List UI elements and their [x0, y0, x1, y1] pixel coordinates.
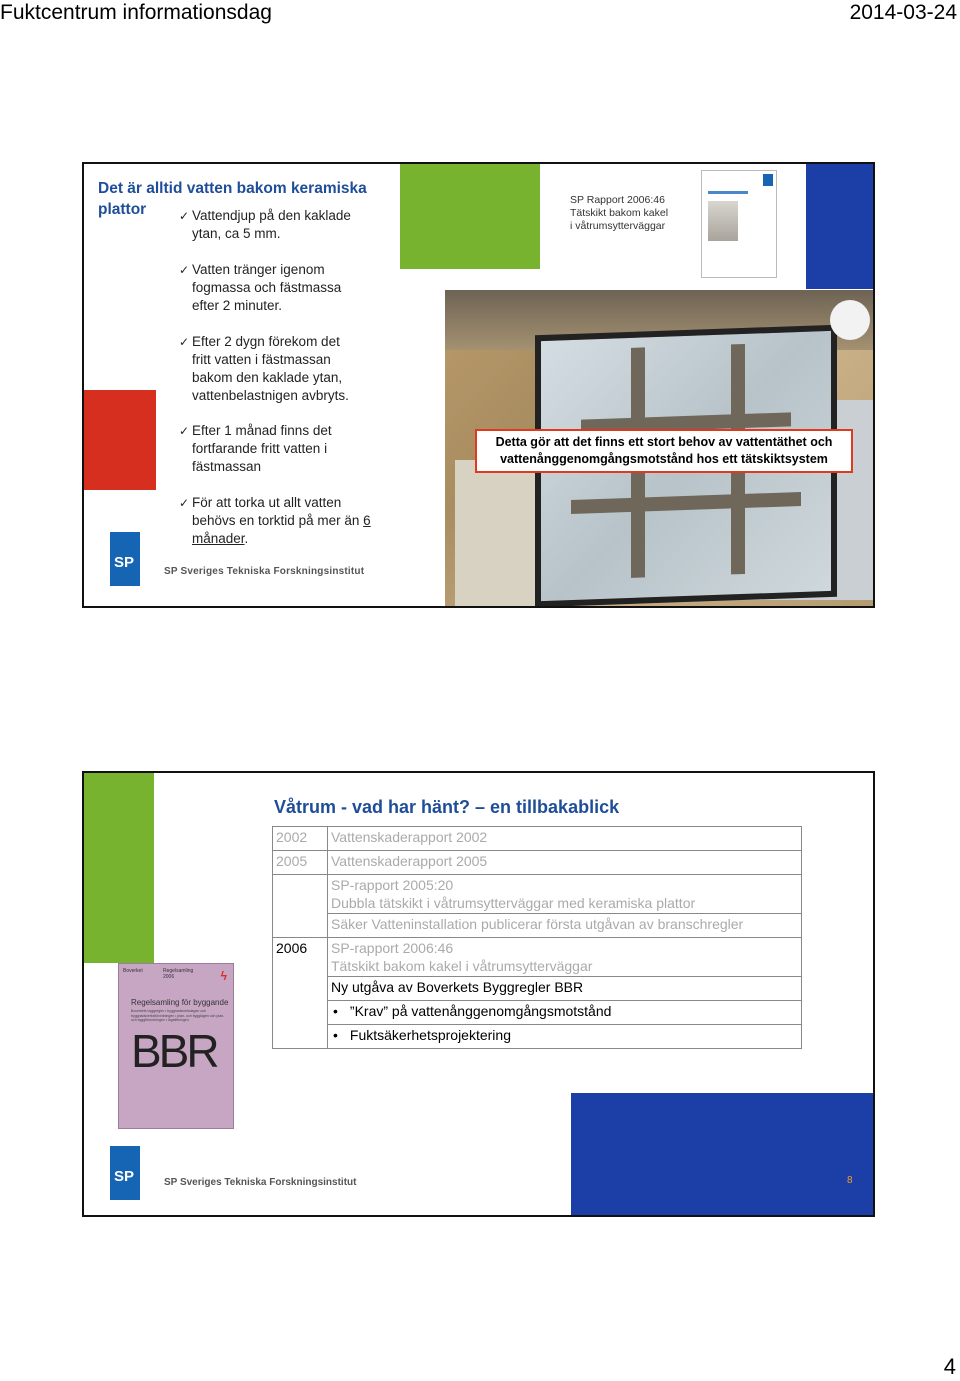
- page-number: 4: [943, 1354, 956, 1379]
- check-icon: ✓: [179, 335, 190, 349]
- table-row: • Fuktsäkerhetsprojektering: [273, 1025, 802, 1049]
- bbr-book-cover: Boverket Regelsamling 2006 ϟ Regelsamling för byggande Boverkets byggregler • byggnadsverkslagen och byggnadsverksförordningen • plan- och bygglagen och plan- och byggförordningen • lagstiftningen BBR: [118, 963, 234, 1129]
- sp-logo-icon: SP: [110, 532, 140, 586]
- navy-block: [806, 164, 875, 289]
- bullet-2: ✓ Vatten tränger igenom fogmassa och fästmassa efter 2 minuter.: [179, 262, 342, 313]
- bullet-1: ✓ Vattendjup på den kaklade ytan, ca 5 mm.: [179, 208, 351, 241]
- check-icon: ✓: [179, 263, 190, 277]
- callout-box: Detta gör att det finns ett stort behov av vattentäthet och vattenånggenomgångsmotstånd hos ett tätskiktsystem: [475, 429, 853, 473]
- logo-text: SP Sveriges Tekniska Forskningsinstitut: [164, 1177, 357, 1188]
- navy-block: [571, 1093, 875, 1217]
- table-row: 2006 SP-rapport 2006:46 Tätskikt bakom kakel i våtrumsytterväggar: [273, 938, 802, 977]
- check-icon: ✓: [179, 209, 190, 223]
- slide-7: [82, 162, 875, 608]
- check-icon: ✓: [179, 496, 190, 510]
- table-row: SP-rapport 2005:20 Dubbla tätskikt i våtrumsytterväggar med keramiska plattor: [273, 875, 802, 914]
- logo-text: SP Sveriges Tekniska Forskningsinstitut: [164, 566, 365, 577]
- green-block: [400, 164, 540, 269]
- slide-title: Våtrum - vad har hänt? – en tillbakablick: [274, 797, 620, 817]
- sp-logo-icon: SP: [110, 1146, 140, 1200]
- table-row: Ny utgåva av Boverkets Byggregler BBR: [273, 977, 802, 1001]
- bullet-5: ✓ För att torka ut allt vatten behövs en torktid på mer än 6 månader.: [179, 495, 371, 546]
- report-cover-image: [701, 170, 777, 278]
- green-block: [84, 773, 154, 963]
- slide-number: 8: [847, 1175, 853, 1186]
- table-row: 2005 Vattenskaderapport 2005: [273, 851, 802, 875]
- table-row: Säker Vatteninstallation publicerar första utgåvan av branschregler: [273, 914, 802, 938]
- document-date: 2014-03-24: [849, 1, 957, 24]
- document-title: Fuktcentrum informationsdag: [0, 1, 272, 24]
- slide-title: Det är alltid vatten bakom keramiska plattor: [98, 180, 367, 218]
- red-block: [84, 390, 156, 490]
- report-reference: SP Rapport 2006:46 Tätskikt bakom kakel i våtrumsytterväggar: [570, 194, 669, 232]
- table-row: • ”Krav” på vattenånggenomgångsmotstånd: [273, 1001, 802, 1025]
- check-icon: ✓: [179, 424, 190, 438]
- timeline-table: [272, 826, 802, 1049]
- bullet-4: ✓ Efter 1 månad finns det fortfarande fritt vatten i fästmassan: [179, 423, 332, 474]
- table-row: 2002 Vattenskaderapport 2002: [273, 827, 802, 851]
- bullet-3: ✓ Efter 2 dygn förekom det fritt vatten i fästmassan bakom den kaklade ytan, vattenbelastnigen avbryts.: [179, 334, 349, 403]
- slide-8: [82, 771, 875, 1217]
